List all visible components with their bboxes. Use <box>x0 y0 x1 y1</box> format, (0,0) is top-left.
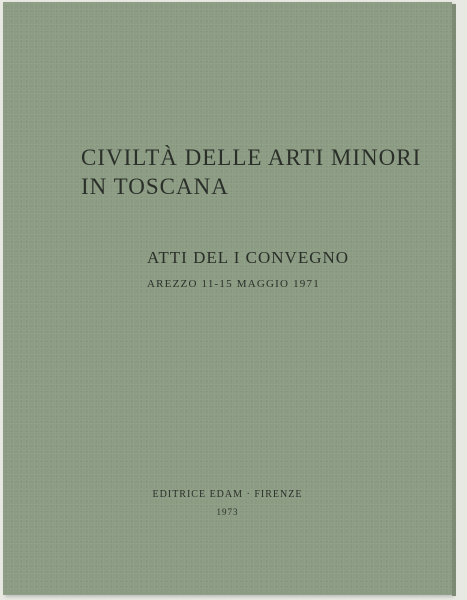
publisher: EDITRICE EDAM · FIRENZE <box>152 489 303 500</box>
title-line-2: IN TOSCANA <box>81 174 229 199</box>
page-edge <box>452 4 456 596</box>
book-cover <box>3 2 452 595</box>
event-date: AREZZO 11-15 MAGGIO 1971 <box>147 278 320 290</box>
title-line-1: CIVILTÀ DELLE ARTI MINORI <box>81 145 422 170</box>
subtitle: ATTI DEL I CONVEGNO <box>147 248 350 267</box>
publication-year: 1973 <box>216 507 239 517</box>
